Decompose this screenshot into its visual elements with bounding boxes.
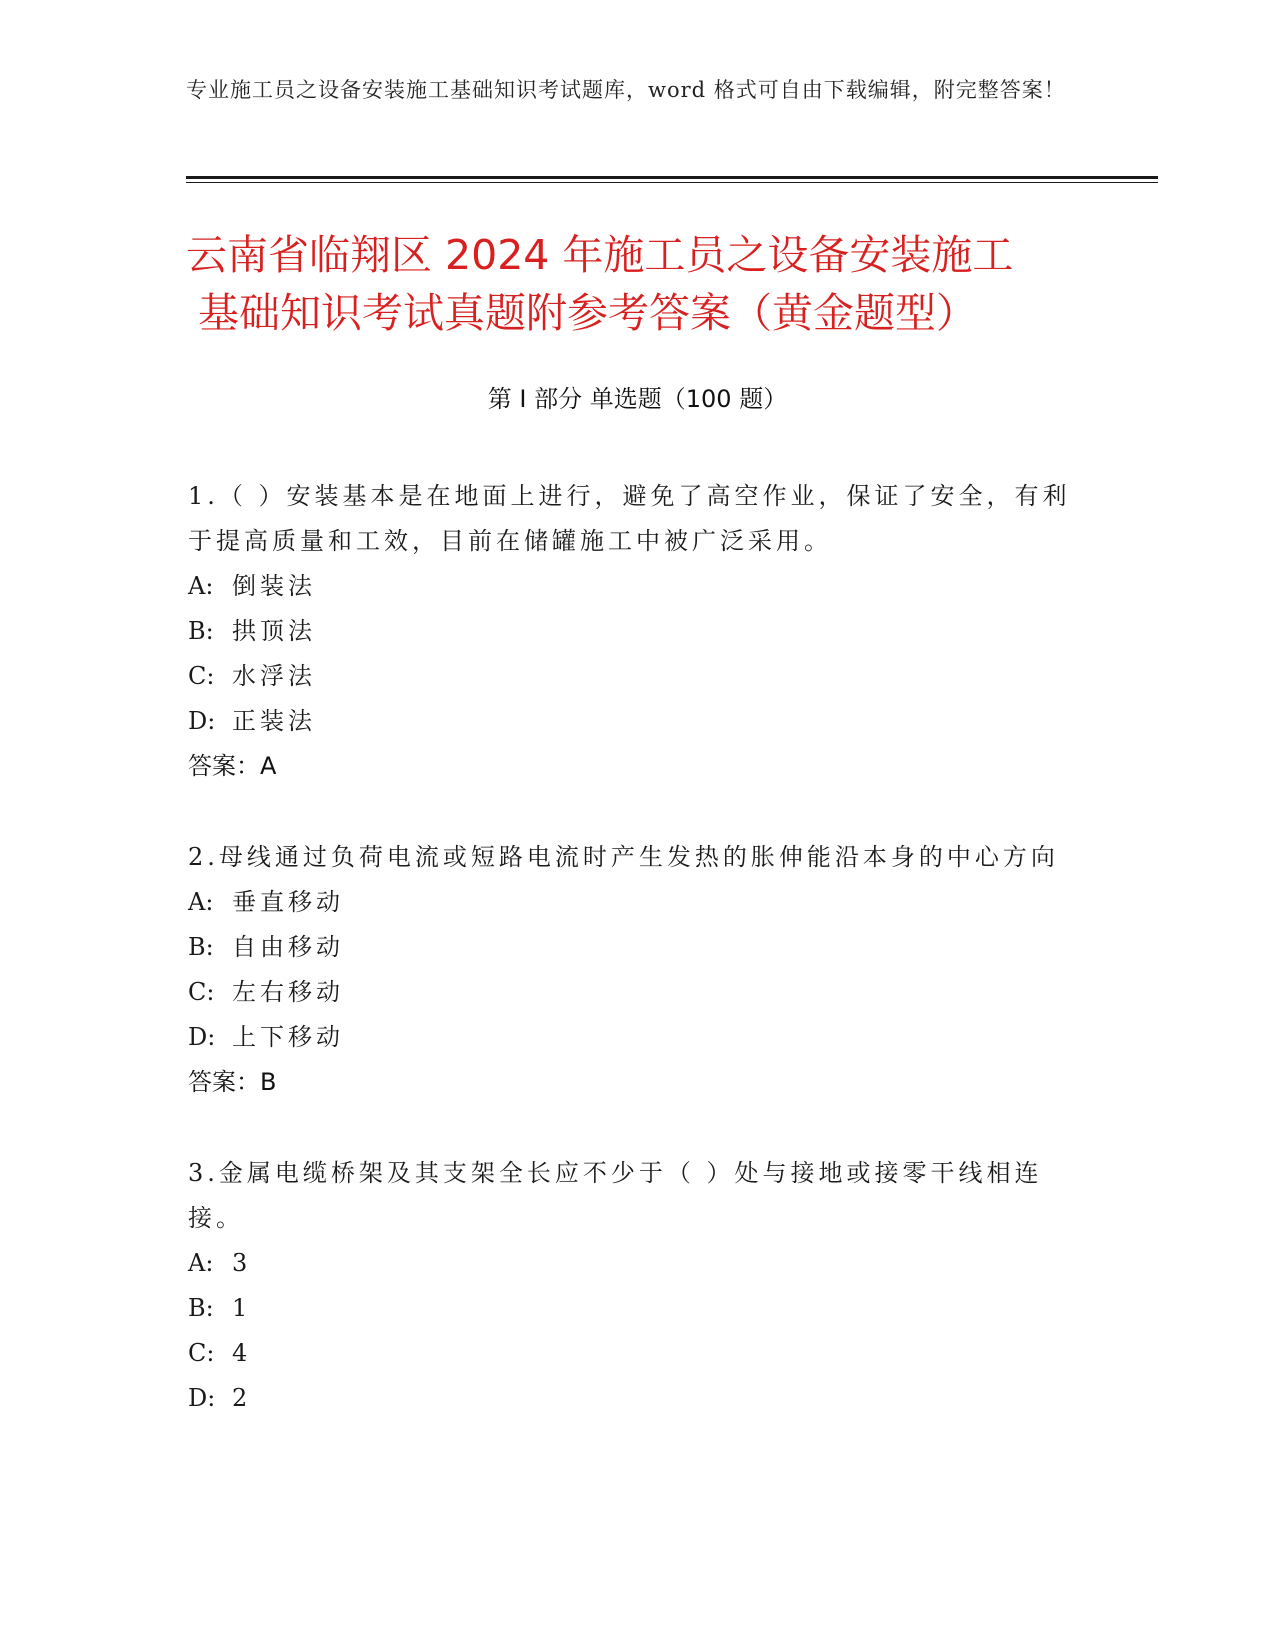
option-text: 正装法 bbox=[232, 707, 316, 735]
document-header-note: 专业施工员之设备安装施工基础知识考试题库，word 格式可自由下载编辑，附完整答案！ bbox=[186, 78, 1066, 102]
option-text: 2 bbox=[232, 1384, 252, 1412]
option-text: 拱顶法 bbox=[232, 617, 316, 645]
option-text: 倒装法 bbox=[232, 572, 316, 600]
document-title bbox=[186, 226, 1116, 342]
option-label: C: bbox=[188, 978, 215, 1006]
option-a bbox=[188, 1241, 1088, 1286]
header-divider-thin bbox=[186, 182, 1158, 183]
question-2 bbox=[188, 835, 1088, 1105]
answer-line: 答案：B bbox=[188, 1068, 277, 1096]
option-text: 左右移动 bbox=[232, 978, 344, 1006]
option-c bbox=[188, 970, 1088, 1015]
option-text: 1 bbox=[232, 1294, 252, 1322]
option-label: C: bbox=[188, 662, 215, 690]
question-stem: 3.金属电缆桥架及其支架全长应不少于（ ）处与接地或接零干线相连接。 bbox=[188, 1159, 1043, 1232]
option-b bbox=[188, 925, 1088, 970]
option-label: A: bbox=[188, 1249, 214, 1277]
option-text: 垂直移动 bbox=[232, 888, 344, 916]
option-b bbox=[188, 1286, 1088, 1331]
document-title-line-1: 云南省临翔区 2024 年施工员之设备安装施工 bbox=[186, 231, 1014, 279]
option-label: D: bbox=[188, 1023, 216, 1051]
section-title: 第 I 部分 单选题（100 题） bbox=[487, 385, 788, 413]
option-label: D: bbox=[188, 707, 216, 735]
option-label: D: bbox=[188, 1384, 216, 1412]
option-text: 水浮法 bbox=[232, 662, 316, 690]
option-d bbox=[188, 699, 1088, 744]
question-stem: 1.（ ）安装基本是在地面上进行，避免了高空作业，保证了安全，有利于提高质量和工效，目前在储罐施工中被广泛采用。 bbox=[188, 482, 1071, 555]
option-c bbox=[188, 654, 1088, 699]
answer-line: 答案：A bbox=[188, 752, 277, 780]
option-label: B: bbox=[188, 617, 214, 645]
option-d bbox=[188, 1376, 1088, 1421]
question-list bbox=[188, 474, 1088, 1467]
option-c bbox=[188, 1331, 1088, 1376]
question-1 bbox=[188, 474, 1088, 789]
document-title-line-2: 基础知识考试真题附参考答案（黄金题型） bbox=[198, 289, 977, 337]
header-divider-thick bbox=[186, 176, 1158, 179]
option-label: C: bbox=[188, 1339, 215, 1367]
option-a bbox=[188, 564, 1088, 609]
option-text: 自由移动 bbox=[232, 933, 344, 961]
option-d bbox=[188, 1015, 1088, 1060]
option-label: B: bbox=[188, 1294, 214, 1322]
option-b bbox=[188, 609, 1088, 654]
option-text: 4 bbox=[232, 1339, 252, 1367]
option-label: A: bbox=[188, 572, 214, 600]
option-a bbox=[188, 880, 1088, 925]
option-label: A: bbox=[188, 888, 214, 916]
question-3 bbox=[188, 1151, 1088, 1421]
question-stem: 2.母线通过负荷电流或短路电流时产生发热的胀伸能沿本身的中心方向 bbox=[188, 843, 1059, 871]
option-label: B: bbox=[188, 933, 214, 961]
option-text: 上下移动 bbox=[232, 1023, 344, 1051]
option-text: 3 bbox=[232, 1249, 252, 1277]
